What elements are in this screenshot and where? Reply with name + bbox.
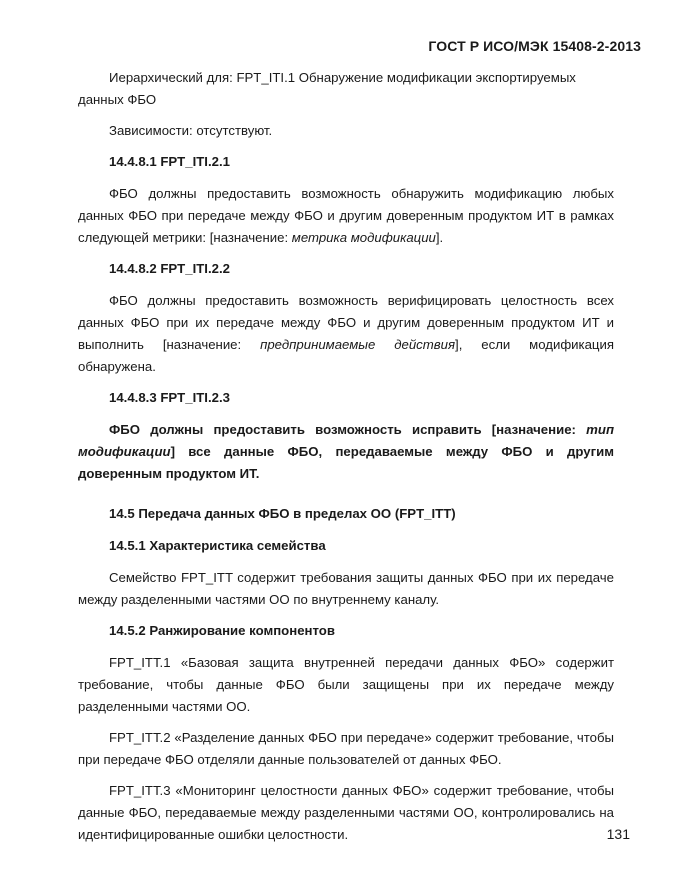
- requirement-fpt-iti-2-1: [78, 183, 614, 249]
- component-fpt-itt-3-paragraph: FPT_ITT.3 «Мониторинг целостности данных ФБО» содержит требование, чтобы данные ФБО, передаваемые между разделенными частями ОО, контролировались на идентифицированные ошибки целостности.: [78, 783, 614, 842]
- text-run: ].: [435, 230, 444, 245]
- assignment-text: предпринимаемые действия: [260, 337, 456, 352]
- standard-header: ГОСТ Р ИСО/МЭК 15408-2-2013: [428, 38, 641, 54]
- section-heading-14-5-1: 14.5.1 Характеристика семейства: [109, 538, 326, 553]
- section-heading-14-5-2: 14.5.2 Ранжирование компонентов: [109, 623, 335, 638]
- element-heading-fpt-iti-2-3: 14.4.8.3 FPT_ITI.2.3: [109, 390, 230, 405]
- page-number: 131: [606, 826, 630, 842]
- text-run: ФБО должны предоставить возможность обнаружить модификацию любых данных ФБО при передаче между ФБО и другим доверенным продуктом ИТ в рамках следующей метрики: [назначение:: [78, 186, 614, 245]
- text-run: ], если модификация обнаружена.: [78, 337, 614, 374]
- text-run: ФБО должны предоставить возможность верифицировать целостность всех данных ФБО при их передаче между ФБО и другим доверенным продуктом ИТ и выполнить [назначение:: [78, 293, 614, 352]
- element-heading-fpt-iti-2-1: 14.4.8.1 FPT_ITI.2.1: [109, 154, 230, 169]
- hierarchy-paragraph: Иерархический для: FPT_ITI.1 Обнаружение модификации экспортируемых данных ФБО: [78, 70, 576, 107]
- requirement-fpt-iti-2-2: [78, 290, 614, 378]
- component-fpt-itt-2-paragraph: FPT_ITT.2 «Разделение данных ФБО при передаче» содержит требование, чтобы при передаче ФБО отделяли данные пользователей от данных ФБО.: [78, 730, 614, 767]
- dependencies-paragraph: Зависимости: отсутствуют.: [109, 123, 273, 138]
- requirement-fpt-iti-2-3: [78, 419, 614, 485]
- section-heading-14-5: 14.5 Передача данных ФБО в пределах ОО (FPT_ITT): [109, 506, 456, 521]
- assignment-text: метрика модификации: [291, 230, 436, 245]
- assignment-text: тип модификации: [78, 422, 614, 459]
- family-behaviour-paragraph: Семейство FPT_ITT содержит требования защиты данных ФБО при их передаче между разделенными частями ОО по внутреннему каналу.: [78, 570, 614, 607]
- component-fpt-itt-1-paragraph: FPT_ITT.1 «Базовая защита внутренней передачи данных ФБО» содержит требование, чтобы данные ФБО были защищены при их передаче между разделенными частями ОО.: [78, 655, 614, 714]
- text-run: ] все данные ФБО, передаваемые между ФБО и другим доверенным продуктом ИТ.: [78, 444, 614, 481]
- text-run: ФБО должны предоставить возможность исправить [назначение:: [109, 422, 587, 437]
- element-heading-fpt-iti-2-2: 14.4.8.2 FPT_ITI.2.2: [109, 261, 230, 276]
- page-content: [78, 67, 614, 855]
